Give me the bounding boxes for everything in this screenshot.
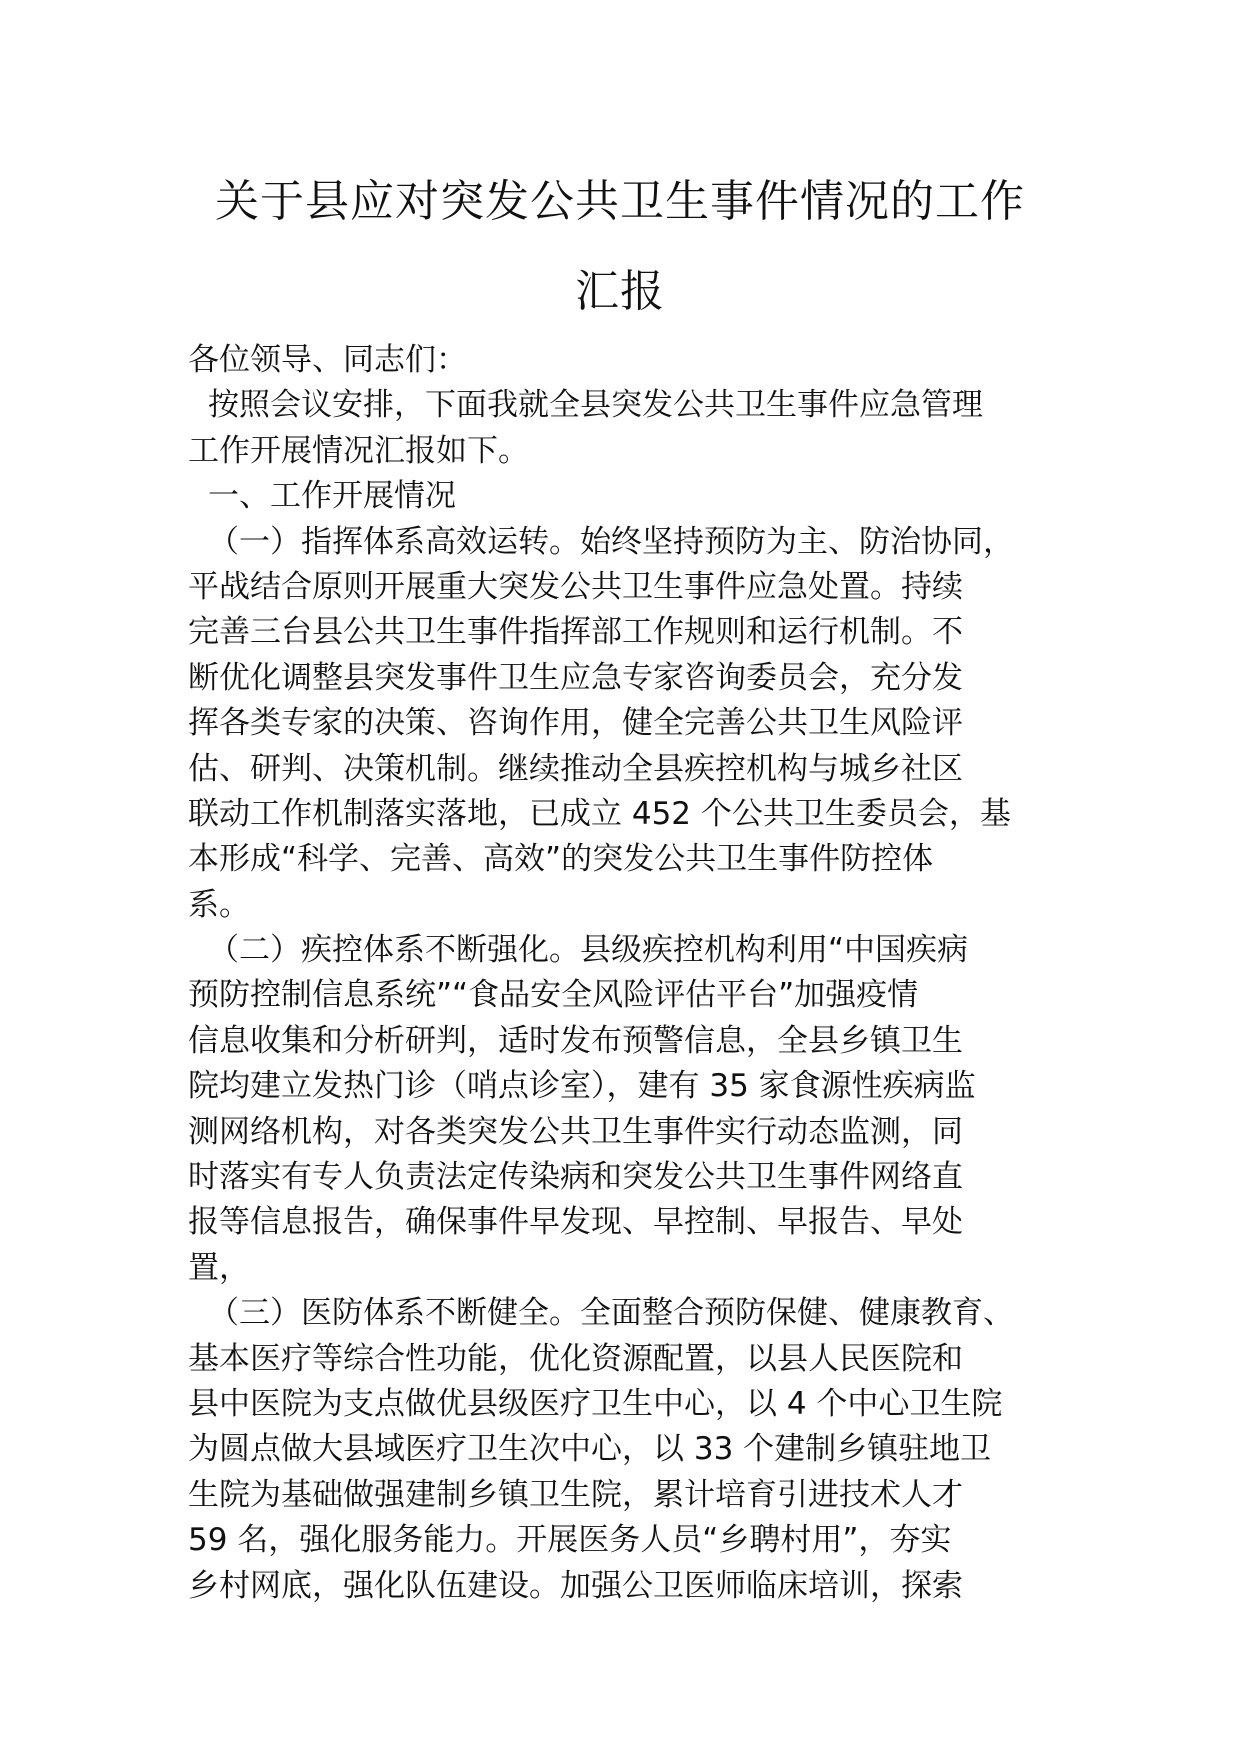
salutation: 各位领导、同志们：: [188, 342, 467, 378]
paragraph-1-line: 估、研判、决策机制。继续推动全县疾控机构与城乡社区: [188, 750, 963, 787]
paragraph-2-line: 测网络机构，对各类突发公共卫生事件实行动态监测，同: [188, 1113, 963, 1150]
paragraph-2-line: 报等信息报告，确保事件早发现、早控制、早报告、早处: [188, 1204, 963, 1241]
paragraph-3-line: 基本医疗等综合性功能，优化资源配置，以县人民医院和: [188, 1340, 963, 1377]
paragraph-1-line: 断优化调整县突发事件卫生应急专家咨询委员会，充分发: [188, 659, 963, 696]
paragraph-3-line: 59 名，强化服务能力。开展医务人员“乡聘村用”，夯实: [188, 1522, 952, 1559]
paragraph-2-line: （二）疾控体系不断强化。县级疾控机构利用“中国疾病: [208, 932, 969, 969]
paragraph-2-line: 信息收集和分析研判，适时发布预警信息，全县乡镇卫生: [188, 1022, 963, 1059]
paragraph-3-line: 乡村网底，强化队伍建设。加强公卫医师临床培训，探索: [188, 1567, 963, 1604]
paragraph-2-line: 预防控制信息系统”“食品安全风险评估平台”加强疫情: [188, 977, 919, 1014]
paragraph-2-line: 院均建立发热门诊（哨点诊室），建有 35 家食源性疾病监: [188, 1068, 976, 1105]
paragraph-1-line: 完善三台县公共卫生事件指挥部工作规则和运行机制。不: [188, 614, 963, 651]
paragraph-2-line: 置，: [188, 1249, 250, 1286]
paragraph-3-line: （三）医防体系不断健全。全面整合预防保健、健康教育、: [208, 1295, 1014, 1332]
paragraph-1-line: 挥各类专家的决策、咨询作用，健全完善公共卫生风险评: [188, 705, 963, 742]
paragraph-1-line: 本形成“科学、完善、高效”的突发公共卫生事件防控体: [188, 841, 934, 878]
paragraph-1-line: 平战结合原则开展重大突发公共卫生事件应急处置。持续: [188, 568, 963, 605]
intro-line: 按照会议安排，下面我就全县突发公共卫生事件应急管理: [208, 387, 983, 424]
paragraph-1-line: （一）指挥体系高效运转。始终坚持预防为主、防治协同，: [208, 523, 1014, 560]
paragraph-3-line: 生院为基础做强建制乡镇卫生院，累计培育引进技术人才: [188, 1476, 963, 1513]
document-title-line-2: 汇报: [575, 266, 665, 317]
paragraph-1-line: 系。: [188, 886, 250, 923]
intro-line: 工作开展情况汇报如下。: [188, 432, 529, 469]
paragraph-3-line: 县中医院为支点做优县级医疗卫生中心，以 4 个中心卫生院: [188, 1385, 1003, 1422]
section-heading: 一、工作开展情况: [208, 478, 456, 515]
document-title-line-1: 关于县应对突发公共卫生事件情况的工作: [215, 176, 1025, 227]
paragraph-1-line: 联动工作机制落实落地，已成立 452 个公共卫生委员会，基: [188, 795, 1011, 832]
paragraph-2-line: 时落实有专人负责法定传染病和突发公共卫生事件网络直: [188, 1159, 963, 1196]
paragraph-3-line: 为圆点做大县域医疗卫生次中心，以 33 个建制乡镇驻地卫: [188, 1431, 992, 1468]
document-body: [188, 338, 1088, 1609]
